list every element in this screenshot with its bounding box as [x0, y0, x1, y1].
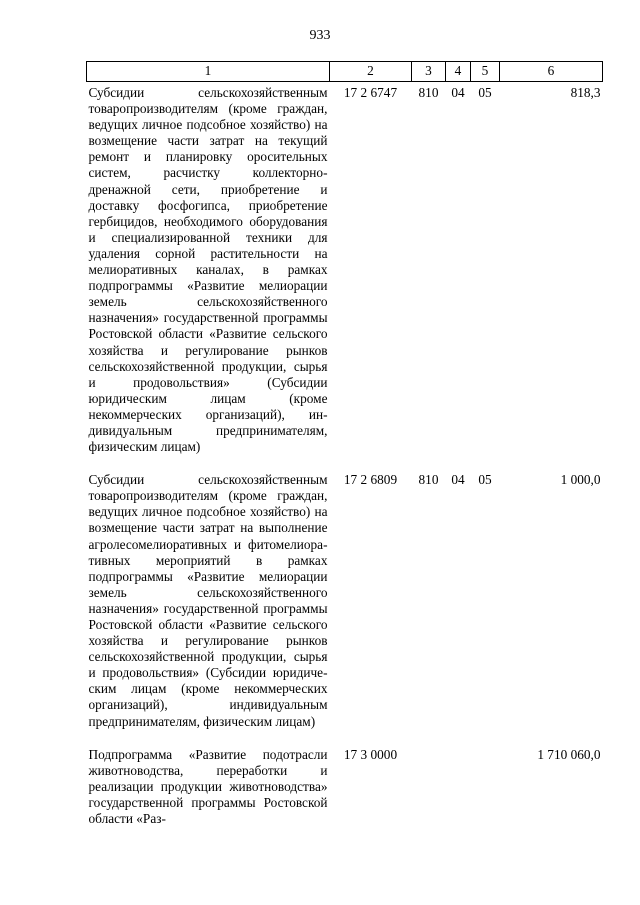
column-header: 3 — [412, 62, 446, 82]
column-header: 6 — [500, 62, 603, 82]
column-header: 1 — [87, 62, 330, 82]
row-section — [446, 744, 471, 841]
column-header: 5 — [471, 62, 500, 82]
row-subsection — [471, 744, 500, 841]
column-header: 2 — [330, 62, 412, 82]
row-expense-type — [412, 744, 446, 841]
row-expense-type: 810 — [418, 85, 439, 100]
row-target-code: 17 2 6747 — [343, 85, 398, 100]
table-row — [87, 82, 603, 470]
row-amount: 1 000,0 — [560, 472, 601, 488]
row-description: Подпрограмма «Развитие подотрасли животноводства, переработки и реализации продукции животноводства» государственной программы Ростовской области «Раз- — [88, 746, 328, 827]
column-header: 4 — [446, 62, 471, 82]
row-expense-type: 810 — [418, 472, 439, 488]
row-target-code: 17 3 0000 — [343, 746, 398, 762]
row-section: 04 — [451, 472, 465, 488]
row-amount: 1 710 060,0 — [537, 746, 601, 762]
row-section: 04 — [451, 85, 465, 100]
table-row — [87, 469, 603, 744]
row-amount: 818,3 — [570, 85, 601, 100]
row-subsection: 05 — [478, 472, 492, 488]
row-description: Субсидии сельскохозяйственным товаропроизводителям (кроме граждан, ведущих личное подсобное хозяйство) на возмещение части затрат на текущий ремонт и планировку оросительных систем, расчистку коллекторно-дренажной сети, приобретение и доставку фосфогипса, приобретение гербицидов, необходимого оборудования и специализированной техники для удаления сорной растительности на мелиоративных каналах, в рамках подпрограммы «Развитие мелиорации земель сельскохозяйственного назначения» государственной программы Ростовской области «Развитие сельского хозяйства и регулирование рынков сельскохозяйственной продукции, сырья и продовольствия» (Субсидии юридическим лицам (кроме некоммерческих организаций), индивидуальным предпринимателям, физическим лицам) — [88, 85, 328, 455]
budget-table — [86, 61, 603, 841]
row-subsection: 05 — [478, 85, 492, 100]
table-header-row — [87, 62, 603, 82]
row-target-code: 17 2 6809 — [343, 472, 398, 488]
page-number: 933 — [309, 28, 331, 43]
row-description: Субсидии сельскохозяйственным товаропроизводителям (кроме граждан, ведущих личное подсобное хозяйство) на возмещение части затрат на выполнение агролесомелиоративных и фитомелиоративных мероприятий в рамках подпрограммы «Развитие мелиорации земель сельскохозяйственного назначения» государственной программы Ростовской области «Развитие сельского хозяйства и регулирование рынков сельскохозяйственной продукции, сырья и продовольствия» (Субсидии юридическим лицам (кроме некоммерческих организаций), индивидуальным предпринимателям, физическим лицам) — [88, 472, 328, 729]
table-row — [87, 744, 603, 841]
